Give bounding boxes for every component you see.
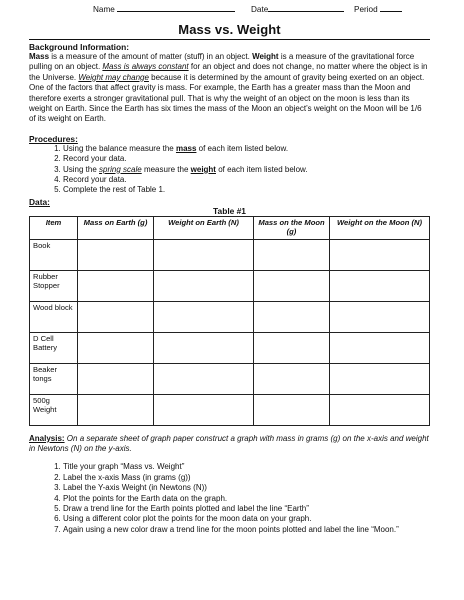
procedure-step (63, 144, 430, 154)
entry-cell[interactable] (154, 301, 254, 332)
procedure-step: 2. Record your data. (63, 154, 430, 164)
entry-cell[interactable] (254, 363, 330, 394)
entry-cell[interactable] (254, 394, 330, 425)
column-header: Mass on the Moon (g) (254, 216, 330, 239)
column-header: Mass on Earth (g) (78, 216, 154, 239)
analysis-step: 6. Using a different color plot the points for the moon data on your graph. (63, 514, 430, 524)
entry-cell[interactable] (78, 301, 154, 332)
term-mass: Mass (29, 52, 50, 61)
item-cell: Rubber Stopper (30, 270, 78, 301)
step-text: measure the (141, 164, 191, 174)
table-row (30, 394, 430, 425)
analysis-step: 3. Label the Y-axis Weight (in Newtons (N)) (63, 483, 430, 493)
item-cell: Beaker tongs (30, 363, 78, 394)
step-emphasis: mass (175, 143, 197, 153)
table-header-row (30, 216, 430, 239)
name-line[interactable] (117, 3, 235, 12)
entry-cell[interactable] (254, 301, 330, 332)
period-line[interactable] (380, 3, 402, 12)
entry-cell[interactable] (78, 363, 154, 394)
analysis-step: 2. Label the x-axis Mass (in grams (g)) (63, 473, 430, 483)
procedures-list (29, 144, 430, 196)
entry-cell[interactable] (78, 394, 154, 425)
step-text: Using the (63, 164, 100, 174)
analysis-heading: Analysis: (29, 433, 65, 443)
period-field (354, 3, 402, 14)
entry-cell[interactable] (154, 270, 254, 301)
analysis-step: 7. Again using a new color draw a trend line for the moon points plotted and label the line “Moon.” (63, 525, 430, 535)
emphasis-weight-change: Weight may change (78, 72, 149, 82)
date-field (251, 3, 344, 14)
entry-cell[interactable] (254, 239, 330, 270)
emphasis-mass-constant: Mass is always constant (102, 62, 189, 72)
step-emphasis: spring scale (99, 164, 142, 174)
table-title: Table #1 (213, 205, 246, 216)
entry-cell[interactable] (154, 332, 254, 363)
background-heading: Background Information: (29, 42, 130, 52)
period-label: Period (354, 5, 378, 14)
entry-cell[interactable] (78, 270, 154, 301)
date-label: Date (251, 5, 269, 14)
procedure-step: 5. Complete the rest of Table 1. (63, 185, 430, 195)
bg-text-3: for an object and does not change, no matter where the object is in the Universe. (29, 62, 428, 82)
column-header: Item (30, 216, 78, 239)
step-text: Using the balance measure the (63, 143, 176, 153)
table-row (30, 332, 430, 363)
column-header: Weight on Earth (N) (154, 216, 254, 239)
step-text: of each item listed below. (215, 164, 308, 174)
name-field (93, 3, 235, 14)
bg-text-2: is a measure of the gravitational force pulling on an object. (29, 52, 415, 72)
entry-cell[interactable] (330, 301, 430, 332)
bg-text-1: is a measure of the amount of matter (stuff) in an object. (49, 52, 253, 61)
entry-cell[interactable] (330, 394, 430, 425)
table-row (30, 239, 430, 270)
item-cell: D Cell Battery (30, 332, 78, 363)
analysis-step: 4. Plot the points for the Earth data on the graph. (63, 494, 430, 504)
analysis-intro (29, 434, 430, 454)
analysis-step: 5. Draw a trend line for the Earth points plotted and label the line “Earth” (63, 504, 430, 514)
entry-cell[interactable] (154, 239, 254, 270)
date-line[interactable] (268, 3, 344, 12)
page-title: Mass vs. Weight (178, 22, 281, 37)
column-header: Weight on the Moon (N) (330, 216, 430, 239)
entry-cell[interactable] (78, 239, 154, 270)
data-heading-text: Data: (29, 196, 50, 207)
procedure-step: 4. Record your data. (63, 175, 430, 185)
entry-cell[interactable] (330, 363, 430, 394)
table-row (30, 301, 430, 332)
analysis-intro-text: On a separate sheet of graph paper construct a graph with mass in grams (g) on the x-axis and weight in Newtons (N) on the y-axis. (29, 433, 429, 454)
analysis-step: 1. Title your graph “Mass vs. Weight” (63, 462, 430, 472)
step-text: of each item listed below. (196, 143, 289, 153)
step-emphasis: weight (190, 164, 216, 174)
procedures-heading-text: Procedures: (29, 133, 78, 144)
background-paragraph (29, 52, 430, 125)
entry-cell[interactable] (254, 270, 330, 301)
data-table (29, 216, 430, 426)
header (29, 0, 430, 30)
procedures-heading (29, 134, 430, 144)
entry-cell[interactable] (330, 332, 430, 363)
item-cell: Wood block (30, 301, 78, 332)
item-cell: Book (30, 239, 78, 270)
procedure-step (63, 165, 430, 175)
name-label: Name (93, 5, 115, 14)
entry-cell[interactable] (78, 332, 154, 363)
table-row (30, 363, 430, 394)
entry-cell[interactable] (330, 239, 430, 270)
entry-cell[interactable] (330, 270, 430, 301)
item-cell: 500g Weight (30, 394, 78, 425)
entry-cell[interactable] (154, 363, 254, 394)
analysis-list (29, 462, 430, 535)
term-weight: Weight (252, 52, 279, 61)
table-row (30, 270, 430, 301)
entry-cell[interactable] (254, 332, 330, 363)
entry-cell[interactable] (154, 394, 254, 425)
bg-text-4: because it is determined by the amount of gravity being exerted on an object. One of the factors that affect gravity is mass. For example, the Earth has a greater mass than the Moon and therefore exerts a stronger gravitational pull. That is why the weight of an object on the moon is less than its weight on Earth. Since the Earth has six times the mass of the Moon an object’s weight on the Moon will be 1/6 of its weight on Earth. (29, 72, 425, 124)
title-divider (29, 39, 430, 40)
